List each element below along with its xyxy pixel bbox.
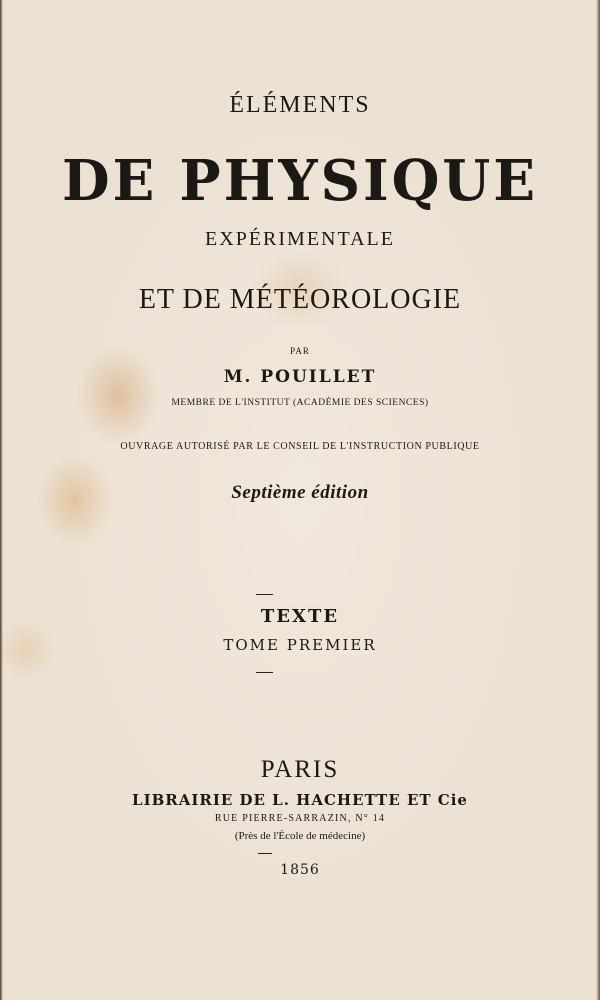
byline-par: PAR (290, 346, 310, 356)
volume-number: TOME PREMIER (223, 636, 377, 654)
publication-city: PARIS (260, 756, 340, 783)
title-line-meteorologie: ET DE MÉTÉOROLOGIE (138, 284, 462, 315)
publisher-name: LIBRAIRIE DE L. HACHETTE ET Cie (132, 791, 468, 809)
edition-statement: Septième édition (231, 482, 369, 503)
publisher-address: RUE PIERRE-SARRAZIN, N° 14 (214, 813, 386, 824)
divider-rule-top (256, 594, 273, 595)
authorization-note: OUVRAGE AUTORISÉ PAR LE CONSEIL DE L'INSTRUCTION PUBLIQUE (120, 441, 480, 452)
title-line-de-physique: DE PHYSIQUE (62, 148, 538, 214)
divider-rule-year (258, 853, 272, 854)
title-line-elements: ÉLÉMENTS (229, 92, 371, 118)
publisher-address-note: (Près de l'École de médecine) (234, 830, 366, 842)
volume-label: TEXTE (260, 606, 340, 627)
author-affiliation: MEMBRE DE L'INSTITUT (ACADÉMIE DES SCIENCES) (171, 398, 429, 408)
author-name: M. POUILLET (223, 367, 377, 387)
publication-year: 1856 (280, 862, 320, 878)
divider-rule-bottom (256, 672, 273, 673)
title-line-experimentale: EXPÉRIMENTALE (205, 228, 395, 250)
